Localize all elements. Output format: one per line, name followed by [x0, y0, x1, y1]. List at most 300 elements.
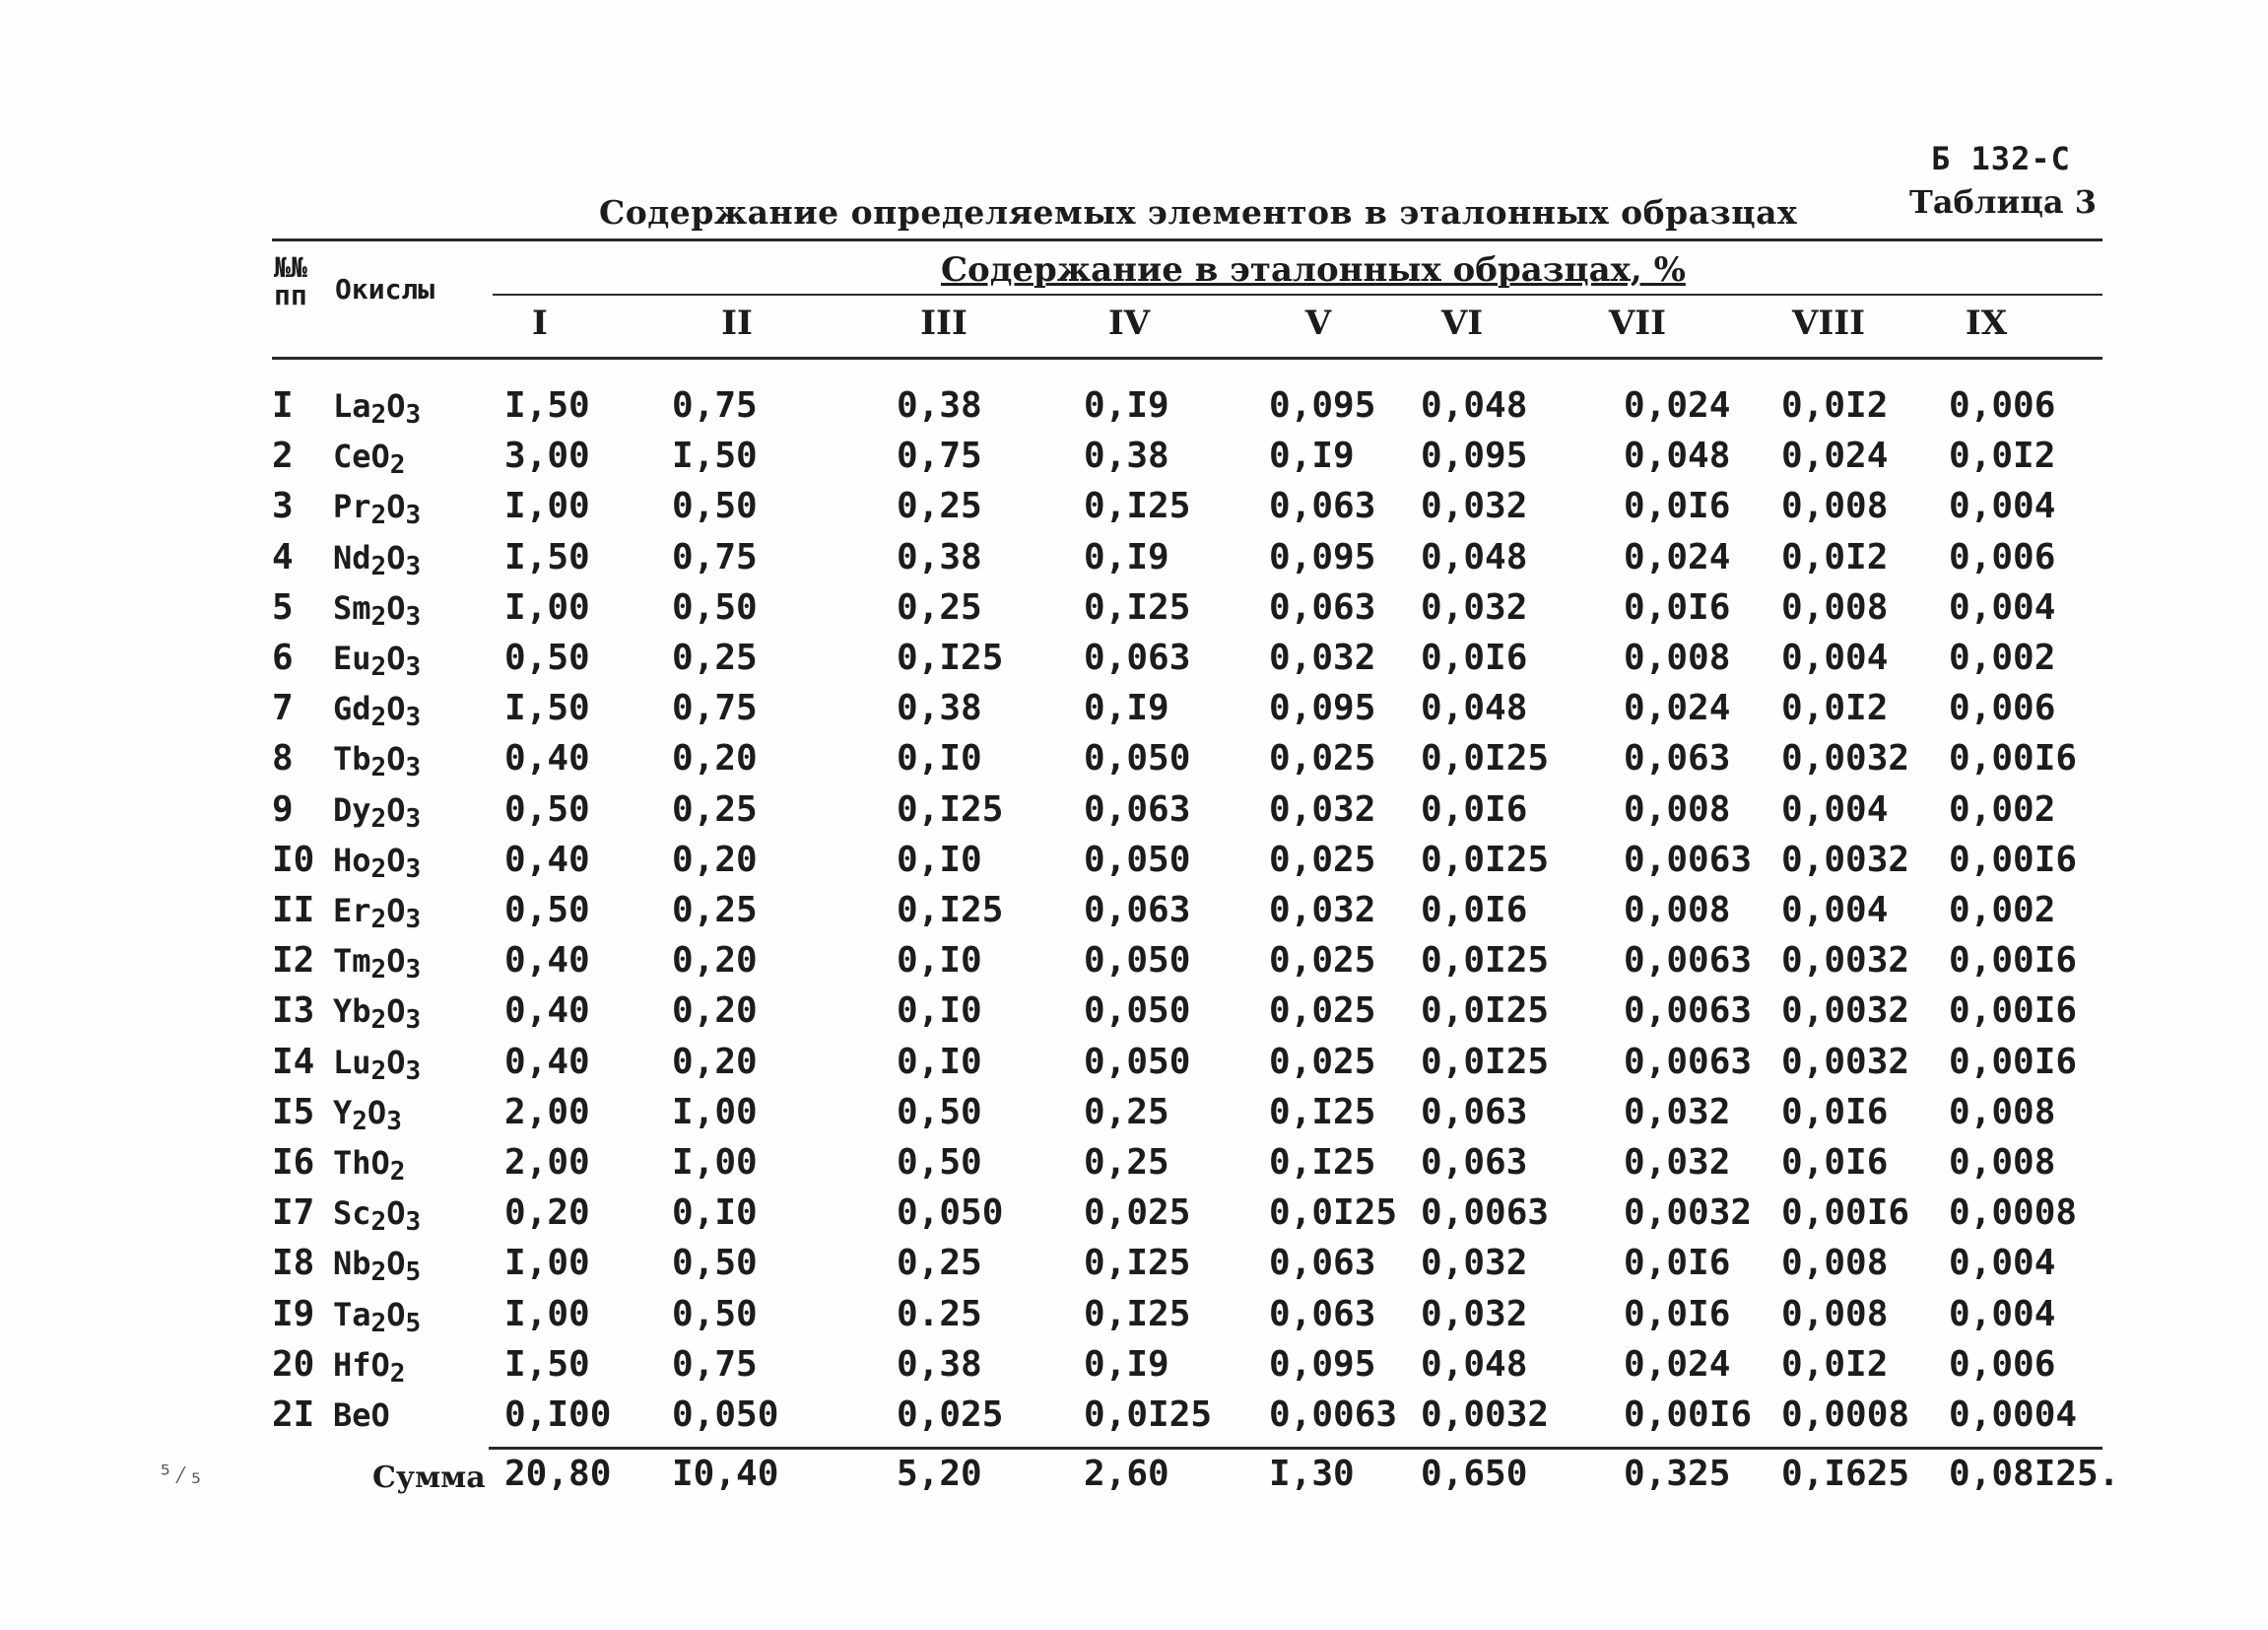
value-cell: 0,063 [1421, 1142, 1528, 1183]
value-cell: I,50 [504, 385, 590, 426]
oxide-part-sub1: 2 [370, 1055, 387, 1086]
row-number: I6 [272, 1142, 315, 1183]
oxide-part-oxide: Sc [333, 1194, 371, 1233]
value-cell: 0,032 [1421, 1243, 1528, 1284]
value-cell: 0,095 [1269, 536, 1376, 577]
value-cell: 0,025 [1269, 940, 1376, 982]
value-cell: 0,I9 [1084, 1343, 1169, 1385]
oxide-part-sub1: 2 [370, 753, 387, 783]
value-cell: 0,0I6 [1421, 788, 1528, 830]
value-cell: 0,0I6 [1781, 1091, 1889, 1132]
value-cell: 0,008 [1624, 788, 1731, 830]
row-number: 4 [272, 536, 294, 577]
oxide-formula [333, 790, 421, 839]
oxide-part-sub1: 2 [370, 905, 387, 934]
value-cell: 0,0032 [1781, 738, 1910, 780]
value-cell: 0,063 [1084, 638, 1191, 678]
sum-rule [489, 1447, 2102, 1450]
value-cell: 0,0I2 [1781, 1343, 1889, 1385]
oxide-formula [333, 1295, 421, 1343]
value-cell: 0,20 [672, 1041, 758, 1082]
value-cell: 0,0032 [1781, 1041, 1910, 1082]
oxide-part-oxide: Tm [333, 942, 371, 981]
value-cell: 0,0I2 [1781, 385, 1889, 426]
value-cell: 0,0063 [1624, 990, 1753, 1032]
value-cell: 0,38 [897, 536, 982, 577]
value-cell: 0,004 [1781, 890, 1889, 930]
value-cell: 0,0032 [1421, 1394, 1550, 1435]
value-cell: 0,25 [1084, 1142, 1169, 1183]
oxide-part-sub1: 2 [370, 1005, 387, 1036]
oxide-part-sub2: 3 [405, 753, 422, 783]
oxide-formula [333, 739, 421, 787]
value-cell: 0,006 [1949, 688, 2056, 729]
oxide-formula [333, 1395, 390, 1435]
oxide-part-sub2: 3 [405, 905, 422, 934]
value-cell: 0,38 [897, 1343, 982, 1385]
value-cell: 0,008 [1781, 1293, 1889, 1334]
value-cell: 0,025 [1269, 1041, 1376, 1082]
value-cell: 0,050 [1084, 738, 1191, 780]
oxide-part-sub2: 3 [405, 551, 422, 581]
row-number: I3 [272, 990, 315, 1032]
value-cell: 0,I25 [1269, 1091, 1376, 1132]
value-cell: 0,0I6 [1781, 1142, 1889, 1183]
oxide-part-sub2: 3 [405, 1005, 422, 1036]
oxide-formula [333, 941, 421, 989]
oxide-part-oxide: BeO [333, 1396, 390, 1434]
oxide-part-sub1: 2 [370, 803, 387, 834]
value-cell: 0,024 [1781, 436, 1889, 477]
oxide-part-mid: O [386, 1194, 406, 1233]
value-cell: 0,048 [1421, 688, 1528, 729]
oxide-part-mid: O [370, 1144, 390, 1182]
row-number: I8 [272, 1243, 315, 1284]
value-cell: I,00 [504, 586, 590, 628]
header-sample-5: V [1304, 304, 1332, 343]
oxide-formula [333, 1093, 402, 1141]
oxide-part-mid: O [386, 790, 406, 829]
value-cell: 0,50 [672, 586, 758, 628]
value-cell: 0,I25 [897, 788, 1004, 830]
value-cell: 0,I9 [1084, 536, 1169, 577]
oxide-part-mid: O [386, 1295, 406, 1333]
oxide-part-sub1: 2 [370, 601, 387, 632]
header-sample-1: I [532, 304, 548, 343]
value-cell: 0,048 [1421, 536, 1528, 577]
value-cell: 0,0I25 [1421, 940, 1550, 982]
value-cell: 0,40 [504, 940, 590, 982]
group-rule [493, 294, 2102, 296]
value-cell: 0,I25 [1269, 1142, 1376, 1183]
value-cell: 0,050 [897, 1192, 1004, 1234]
oxide-formula [333, 437, 405, 485]
oxide-part-sub1: 2 [370, 400, 387, 430]
value-cell: 0,050 [1084, 990, 1191, 1032]
oxide-formula [333, 487, 421, 535]
oxide-part-oxide: Pr [333, 488, 371, 526]
oxide-part-mid: O [386, 1043, 406, 1081]
oxide-formula [333, 386, 421, 435]
row-number: I5 [272, 1091, 315, 1132]
sum-value: 0,325 [1624, 1454, 1731, 1494]
oxide-part-sub1: 2 [370, 853, 387, 884]
oxide-part-mid: O [386, 892, 406, 929]
value-cell: 0,25 [897, 586, 982, 628]
value-cell: 0,024 [1624, 385, 1731, 426]
oxide-part-mid: O [386, 588, 406, 627]
row-number: I9 [272, 1293, 315, 1334]
value-cell: 0,024 [1624, 688, 1731, 729]
oxide-part-sub2: 2 [389, 450, 406, 481]
sum-value: 0,I625 [1781, 1454, 1910, 1494]
value-cell: 0,20 [672, 839, 758, 880]
sum-value: 2,60 [1084, 1454, 1169, 1494]
value-cell: 0,032 [1624, 1091, 1731, 1132]
value-cell: 0,20 [504, 1192, 590, 1234]
value-cell: 0,00I6 [1949, 738, 2078, 780]
value-cell: 0,063 [1624, 738, 1731, 780]
value-cell: I,00 [504, 486, 590, 527]
row-number: 6 [272, 638, 294, 678]
value-cell: 0,0032 [1781, 990, 1910, 1032]
value-cell: 0,0063 [1624, 839, 1753, 880]
header-oxide-col: Окислы [335, 273, 435, 306]
value-cell: 0,0I6 [1624, 1293, 1731, 1334]
value-cell: 0,0I25 [1421, 839, 1550, 880]
value-cell: 0,20 [672, 940, 758, 982]
oxide-formula [333, 1244, 421, 1292]
oxide-part-mid: O [386, 640, 406, 677]
oxide-formula [333, 1143, 405, 1191]
value-cell: 0,I9 [1269, 436, 1355, 477]
value-cell: 0,25 [672, 788, 758, 830]
oxide-part-oxide: Er [333, 892, 371, 929]
value-cell: 0,20 [672, 738, 758, 780]
value-cell: 0,0I25 [1421, 1041, 1550, 1082]
header-sample-2: II [721, 304, 753, 343]
value-cell: 0,50 [504, 890, 590, 930]
oxide-part-oxide: La [333, 387, 371, 425]
value-cell: 0,0032 [1781, 940, 1910, 982]
value-cell: 0,032 [1421, 586, 1528, 628]
value-cell: 0,38 [897, 688, 982, 729]
value-cell: 0,048 [1421, 385, 1528, 426]
value-cell: 0,024 [1624, 1343, 1731, 1385]
value-cell: 0,0I6 [1624, 1243, 1731, 1284]
value-cell: 0,050 [1084, 839, 1191, 880]
value-cell: 0,38 [1084, 436, 1169, 477]
value-cell: 0,032 [1269, 638, 1376, 678]
value-cell: 0,050 [1084, 940, 1191, 982]
value-cell: 0,00I6 [1949, 990, 2078, 1032]
oxide-part-sub2: 3 [405, 1055, 422, 1086]
value-cell: I,50 [504, 1343, 590, 1385]
value-cell: 0,I9 [1084, 385, 1169, 426]
value-cell: 0,75 [672, 536, 758, 577]
value-cell: 0,I25 [1084, 1293, 1191, 1334]
value-cell: 0,024 [1624, 536, 1731, 577]
value-cell: 0,006 [1949, 385, 2056, 426]
oxide-part-sub2: 3 [405, 955, 422, 985]
value-cell: 0,0032 [1624, 1192, 1753, 1234]
value-cell: 0,004 [1781, 638, 1889, 678]
header-sample-4: IV [1107, 304, 1151, 343]
value-cell: 0,006 [1949, 1343, 2056, 1385]
oxide-part-sub1: 2 [370, 501, 387, 531]
value-cell: 0,008 [1781, 586, 1889, 628]
value-cell: 0,002 [1949, 788, 2056, 830]
oxide-formula [333, 1043, 421, 1091]
value-cell: 0,I25 [1084, 486, 1191, 527]
value-cell: 0,0004 [1949, 1394, 2078, 1435]
value-cell: 0,004 [1949, 486, 2056, 527]
oxide-part-mid: O [386, 942, 406, 981]
oxide-part-oxide: Ho [333, 841, 371, 879]
sum-label: Сумма [372, 1460, 486, 1495]
value-cell: 0,50 [504, 638, 590, 678]
value-cell: 0,032 [1269, 890, 1376, 930]
value-cell: 0,75 [897, 436, 982, 477]
oxide-part-oxide: Sm [333, 588, 371, 627]
oxide-part-mid: O [386, 992, 406, 1031]
value-cell: 0,0I2 [1949, 436, 2056, 477]
oxide-part-mid: O [386, 740, 406, 779]
value-cell: 0,0I25 [1421, 990, 1550, 1032]
value-cell: 0,I0 [897, 990, 982, 1032]
row-number: 2I [272, 1394, 315, 1435]
value-cell: 0,I25 [897, 638, 1004, 678]
value-cell: 0,00I6 [1949, 940, 2078, 982]
value-cell: I,00 [504, 1293, 590, 1334]
oxide-part-oxide: Ta [333, 1295, 371, 1333]
value-cell: 0,063 [1269, 586, 1376, 628]
value-cell: 0,0I6 [1421, 638, 1528, 678]
value-cell: 0,095 [1269, 1343, 1376, 1385]
value-cell: 0,0I6 [1624, 486, 1731, 527]
value-cell: 0,38 [897, 385, 982, 426]
header-sample-8: VIII [1791, 304, 1866, 343]
value-cell: 0,063 [1269, 1293, 1376, 1334]
row-number: 3 [272, 486, 294, 527]
oxide-part-mid: O [386, 488, 406, 526]
row-number: 8 [272, 738, 294, 780]
value-cell: 0,I25 [1084, 1243, 1191, 1284]
value-cell: 0,I0 [897, 738, 982, 780]
value-cell: 0,004 [1949, 1293, 2056, 1334]
value-cell: 0,50 [672, 1293, 758, 1334]
row-number: 2 [272, 436, 294, 477]
oxide-part-oxide: Dy [333, 790, 371, 829]
value-cell: 0,50 [672, 1243, 758, 1284]
sum-value: I,30 [1269, 1454, 1355, 1494]
value-cell: 0,25 [897, 486, 982, 527]
sum-value: 0,650 [1421, 1454, 1528, 1494]
oxide-part-sub2: 3 [405, 803, 422, 834]
oxide-formula [333, 639, 421, 687]
header-sample-3: III [920, 304, 967, 343]
value-cell: 0,50 [897, 1091, 982, 1132]
value-cell: 0,025 [897, 1394, 1004, 1435]
value-cell: 0,0I6 [1624, 586, 1731, 628]
oxide-part-oxide: Y [333, 1093, 353, 1131]
oxide-part-oxide: Nd [333, 538, 371, 577]
value-cell: 0,40 [504, 990, 590, 1032]
header-sample-6: VI [1440, 304, 1484, 343]
value-cell: 0,0I25 [1084, 1394, 1213, 1435]
value-cell: 0,I0 [897, 839, 982, 880]
oxide-part-sub1: 2 [370, 955, 387, 985]
value-cell: 0,004 [1949, 586, 2056, 628]
value-cell: 0,40 [504, 839, 590, 880]
value-cell: 0,0008 [1949, 1192, 2078, 1234]
sum-value: 0,08I25. [1949, 1454, 2120, 1494]
value-cell: I,00 [672, 1091, 758, 1132]
value-cell: 0,I0 [897, 940, 982, 982]
value-cell: 0,0I6 [1421, 890, 1528, 930]
value-cell: 0,25 [672, 638, 758, 678]
row-number: 5 [272, 586, 294, 628]
oxide-part-mid: O [367, 1093, 387, 1131]
value-cell: 0,095 [1269, 385, 1376, 426]
row-number: II [272, 890, 315, 930]
value-cell: 0,063 [1269, 1243, 1376, 1284]
oxide-part-sub1: 2 [370, 1308, 387, 1338]
oxide-part-mid: O [386, 538, 406, 577]
value-cell: 0,I0 [672, 1192, 758, 1234]
oxide-part-sub2: 3 [386, 1106, 402, 1136]
value-cell: 3,00 [504, 436, 590, 477]
value-cell: 0,25 [1084, 1091, 1169, 1132]
row-number: I4 [272, 1041, 315, 1082]
oxide-part-sub1: 2 [370, 1207, 387, 1238]
value-cell: 0,0063 [1421, 1192, 1550, 1234]
value-cell: 0,I00 [504, 1394, 612, 1435]
value-cell: 0,025 [1084, 1192, 1191, 1234]
value-cell: 0,25 [897, 1243, 982, 1284]
oxide-formula [333, 841, 421, 889]
value-cell: 0,008 [1781, 486, 1889, 527]
value-cell: 0,095 [1269, 688, 1376, 729]
value-cell: 0,002 [1949, 890, 2056, 930]
sum-value: I0,40 [672, 1454, 779, 1494]
oxide-part-sub2: 2 [389, 1358, 406, 1389]
oxide-part-oxide: Nb [333, 1245, 371, 1283]
value-cell: 0,050 [672, 1394, 779, 1435]
oxide-part-mid: O [370, 1345, 390, 1384]
value-cell: 0,I0 [897, 1041, 982, 1082]
oxide-formula [333, 1193, 421, 1242]
value-cell: 0,I9 [1084, 688, 1169, 729]
value-cell: 0,00I6 [1949, 1041, 2078, 1082]
value-cell: 0,I25 [897, 890, 1004, 930]
value-cell: 0,006 [1949, 536, 2056, 577]
value-cell: 0,025 [1269, 738, 1376, 780]
oxide-part-mid: O [386, 387, 406, 425]
oxide-part-sub2: 3 [405, 652, 422, 682]
oxide-part-oxide: Tb [333, 740, 371, 779]
value-cell: 0,25 [672, 890, 758, 930]
value-cell: 0,025 [1269, 839, 1376, 880]
value-cell: 0.25 [897, 1293, 982, 1334]
oxide-part-oxide: Gd [333, 690, 371, 728]
value-cell: 0,00I6 [1624, 1394, 1753, 1435]
value-cell: 0,0008 [1781, 1394, 1910, 1435]
value-cell: 0,20 [672, 990, 758, 1032]
value-cell: 0,50 [504, 788, 590, 830]
value-cell: 0,032 [1269, 788, 1376, 830]
oxide-part-sub1: 2 [370, 652, 387, 682]
value-cell: 0,032 [1624, 1142, 1731, 1183]
oxide-part-mid: O [386, 1245, 406, 1283]
value-cell: 0,0063 [1269, 1394, 1398, 1435]
header-sample-9: IX [1965, 304, 2008, 343]
sum-value: 5,20 [897, 1454, 982, 1494]
top-rule [272, 238, 2102, 241]
value-cell: 0,095 [1421, 436, 1528, 477]
oxide-part-oxide: Ce [333, 438, 371, 476]
value-cell: 0,004 [1781, 788, 1889, 830]
value-cell: 0,063 [1269, 486, 1376, 527]
oxide-part-sub2: 5 [405, 1308, 422, 1338]
oxide-part-sub1: 2 [370, 1257, 387, 1288]
header-group-label: Содержание в эталонных образцах, % [941, 250, 1686, 290]
oxide-part-sub1: 2 [370, 703, 387, 733]
value-cell: 0,048 [1421, 1343, 1528, 1385]
value-cell: 0,004 [1949, 1243, 2056, 1284]
value-cell: 0,063 [1084, 890, 1191, 930]
table-title: Содержание определяемых элементов в эталонных образцах [599, 193, 1798, 232]
oxide-part-sub2: 3 [405, 601, 422, 632]
value-cell: 0,50 [672, 486, 758, 527]
value-cell: 0,048 [1624, 436, 1731, 477]
oxide-part-sub2: 3 [405, 853, 422, 884]
oxide-part-sub1: 2 [352, 1106, 367, 1136]
value-cell: 0,063 [1421, 1091, 1528, 1132]
value-cell: 0,0I25 [1269, 1192, 1398, 1234]
oxide-formula [333, 538, 421, 586]
oxide-formula [333, 991, 421, 1040]
header-bottom-rule [272, 357, 2102, 360]
oxide-part-sub2: 3 [405, 501, 422, 531]
row-number: 20 [272, 1343, 315, 1385]
value-cell: 0,008 [1949, 1091, 2056, 1132]
page-mark: ⁵⁄₅ [158, 1460, 204, 1490]
row-number: 9 [272, 788, 294, 830]
oxide-formula [333, 1345, 405, 1393]
row-number: I7 [272, 1192, 315, 1234]
value-cell: 0,008 [1781, 1243, 1889, 1284]
value-cell: 0,0063 [1624, 1041, 1753, 1082]
value-cell: I,50 [504, 536, 590, 577]
value-cell: 0,008 [1949, 1142, 2056, 1183]
sum-value: 20,80 [504, 1454, 612, 1494]
oxide-part-oxide: Hf [333, 1345, 371, 1384]
value-cell: 0,00I6 [1949, 839, 2078, 880]
value-cell: 0,050 [1084, 1041, 1191, 1082]
value-cell: I,50 [672, 436, 758, 477]
value-cell: 0,063 [1084, 788, 1191, 830]
oxide-part-oxide: Yb [333, 992, 371, 1031]
oxide-part-sub2: 3 [405, 400, 422, 430]
value-cell: 0,0I2 [1781, 688, 1889, 729]
value-cell: 2,00 [504, 1142, 590, 1183]
value-cell: 0,025 [1269, 990, 1376, 1032]
value-cell: 0,0063 [1624, 940, 1753, 982]
row-number: I0 [272, 839, 315, 880]
oxide-part-mid: O [386, 841, 406, 879]
oxide-part-sub2: 5 [405, 1257, 422, 1288]
